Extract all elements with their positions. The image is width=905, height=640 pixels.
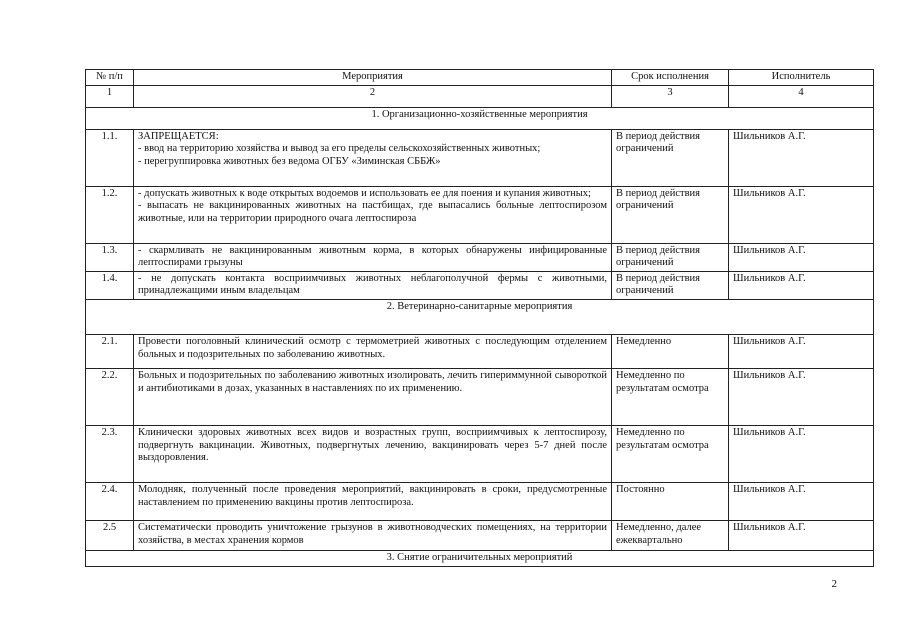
measure-line: - выпасать не вакцинированных животных на пастбищах, где выпасались больные лептоспирозом животные, или на территории природного очага лептоспироза	[138, 200, 607, 224]
deadline: Постоянно	[612, 482, 729, 520]
section-title: 1. Организационно-хозяйственные мероприятия	[86, 107, 874, 129]
measure-row	[86, 243, 874, 271]
measure-line: - перегруппировка животных без ведома ОГБУ «Зиминская СББЖ»	[138, 155, 441, 167]
measure-line: - допускать животных к воде открытых водоемов и использовать ее для поения и купания животных;	[138, 187, 591, 199]
column-number: 4	[729, 85, 874, 107]
measures-table-body	[86, 70, 874, 567]
deadline: В период действия ограничений	[612, 129, 729, 186]
measure-row	[86, 520, 874, 550]
section-title: 2. Ветеринарно-санитарные мероприятия	[86, 299, 874, 334]
measure-line: Систематически проводить уничтожение грызунов в животноводческих помещениях, на территории хозяйства, в местах хранения кормов	[138, 521, 607, 546]
executor: Шильников А.Г.	[729, 368, 874, 425]
column-number: 2	[134, 85, 612, 107]
section-title: 3. Снятие ограничительных мероприятий	[86, 550, 874, 566]
deadline: Немедленно, далее ежеквартально	[612, 520, 729, 550]
header-measure: Мероприятия	[134, 70, 612, 86]
row-number: 2.1.	[86, 334, 134, 368]
measure-text	[134, 271, 612, 299]
row-number: 1.3.	[86, 243, 134, 271]
measure-text	[134, 129, 612, 186]
measure-row	[86, 129, 874, 186]
measure-line: Клинически здоровых животных всех видов и возрастных групп, восприимчивых к лептоспирозу, подвергнуть вакцинации. Животных, подвергнутых лечению, вакцинировать через 5-7 дней после выздоровления.	[138, 426, 607, 464]
deadline: В период действия ограничений	[612, 243, 729, 271]
measure-line: - скармливать не вакцинированным животным корма, в которых обнаружены инфицированные лептоспирами грызуны	[138, 244, 607, 269]
executor: Шильников А.Г.	[729, 129, 874, 186]
column-number: 1	[86, 85, 134, 107]
column-number: 3	[612, 85, 729, 107]
measure-text	[134, 368, 612, 425]
executor: Шильников А.Г.	[729, 271, 874, 299]
measure-line: Больных и подозрительных по заболеванию животных изолировать, лечить гипериммунной сывороткой и антибиотиками в дозах, указанных в наставлениях по их применению.	[138, 369, 607, 394]
header-num: № п/п	[86, 70, 134, 86]
executor: Шильников А.Г.	[729, 482, 874, 520]
row-number: 2.5	[86, 520, 134, 550]
executor: Шильников А.Г.	[729, 186, 874, 243]
measure-text	[134, 186, 612, 243]
executor: Шильников А.Г.	[729, 520, 874, 550]
measure-line: ЗАПРЕЩАЕТСЯ:	[138, 130, 219, 142]
section-title-row	[86, 550, 874, 566]
page-number: 2	[831, 578, 837, 590]
measures-table	[85, 69, 874, 567]
measure-text	[134, 334, 612, 368]
measure-text	[134, 425, 612, 482]
measure-line: Провести поголовный клинический осмотр с термометрией животных с последующим отделением больных и подозрительных по заболеванию животных.	[138, 335, 607, 360]
section-title-row	[86, 107, 874, 129]
header-deadline: Срок исполнения	[612, 70, 729, 86]
measure-row	[86, 186, 874, 243]
measure-row	[86, 368, 874, 425]
row-number: 2.2.	[86, 368, 134, 425]
measure-row	[86, 334, 874, 368]
row-number: 1.2.	[86, 186, 134, 243]
measure-line: Молодняк, полученный после проведения мероприятий, вакцинировать в сроки, предусмотренные наставлением по применению вакцины против лептоспироза.	[138, 483, 607, 508]
row-number: 2.4.	[86, 482, 134, 520]
measure-text	[134, 243, 612, 271]
measure-line: - ввод на территорию хозяйства и вывод за его пределы сельскохозяйственных животных;	[138, 143, 541, 155]
header-executor: Исполнитель	[729, 70, 874, 86]
measure-text	[134, 520, 612, 550]
deadline: В период действия ограничений	[612, 186, 729, 243]
measure-line: - не допускать контакта восприимчивых животных неблагополучной фермы с животными, принадлежащими иным владельцам	[138, 272, 607, 297]
column-number-row	[86, 85, 874, 107]
executor: Шильников А.Г.	[729, 334, 874, 368]
deadline: Немедленно по результатам осмотра	[612, 425, 729, 482]
executor: Шильников А.Г.	[729, 243, 874, 271]
executor: Шильников А.Г.	[729, 425, 874, 482]
measure-row	[86, 482, 874, 520]
deadline: В период действия ограничений	[612, 271, 729, 299]
deadline: Немедленно по результатам осмотра	[612, 368, 729, 425]
deadline: Немедленно	[612, 334, 729, 368]
row-number: 1.1.	[86, 129, 134, 186]
header-row	[86, 70, 874, 86]
row-number: 2.3.	[86, 425, 134, 482]
row-number: 1.4.	[86, 271, 134, 299]
section-title-row	[86, 299, 874, 334]
measure-row	[86, 271, 874, 299]
measure-row	[86, 425, 874, 482]
measure-text	[134, 482, 612, 520]
